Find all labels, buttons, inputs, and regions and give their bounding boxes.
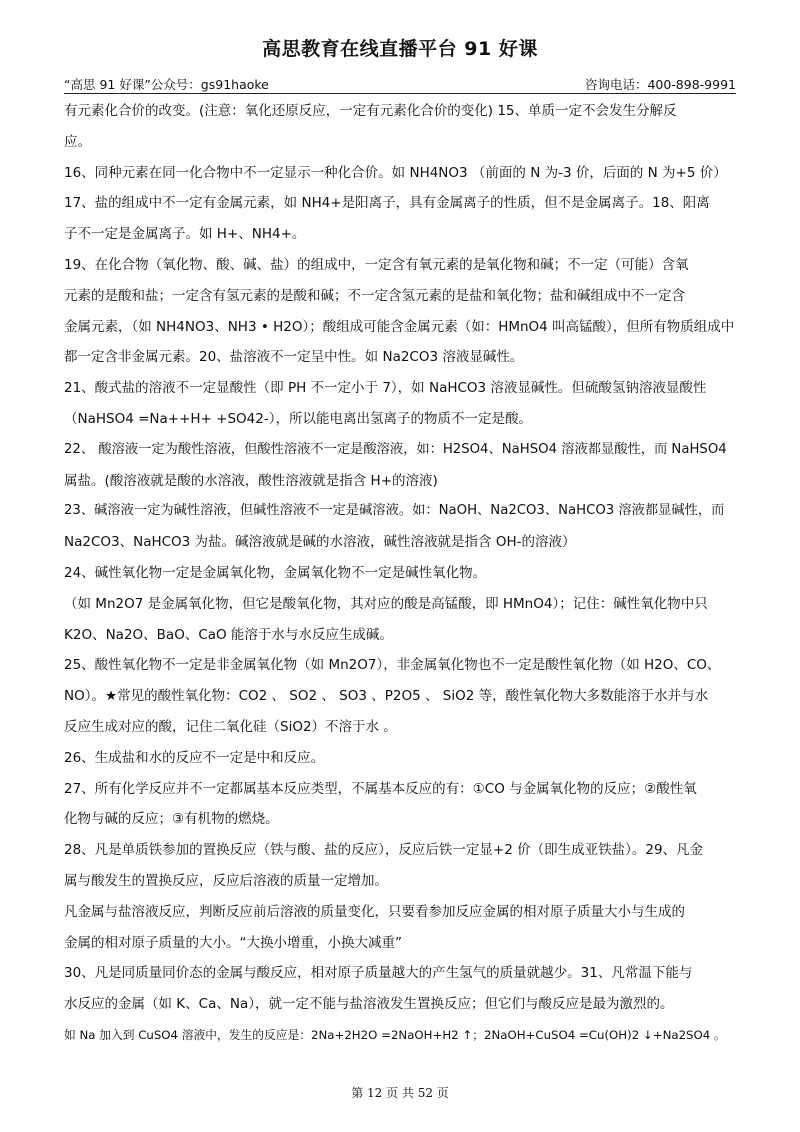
document-body — [64, 96, 736, 1051]
text-line: 反应生成对应的酸，记住二氧化硅（SiO2）不溶于水 。 — [64, 718, 397, 735]
page-number: 第 12 页 共 52 页 — [351, 1086, 449, 1100]
text-line: K2O、Na2O、BaO、CaO 能溶于水与水反应生成碱。 — [64, 626, 393, 643]
text-line: 子不一定是金属离子。如 H+、NH4+。 — [64, 226, 306, 243]
text-line: 26、生成盐和水的反应不一定是中和反应。 — [64, 749, 325, 766]
text-line: 28、凡是单质铁参加的置换反应（铁与酸、盐的反应），反应后铁一定显+2 价（即生成亚铁盐）。29、凡金 — [64, 842, 704, 859]
text-line: Na2CO3、NaHCO3 为盐。碱溶液就是碱的水溶液，碱性溶液就是指含 OH-的溶液） — [64, 534, 576, 551]
text-line: 金属元素，（如 NH4NO3、NH3 • H2O）；酸组成可能含金属元素（如：HMnO4 叫高锰酸），但所有物质组成中 — [64, 318, 735, 335]
wechat-account: “高思 91 好课”公众号：gs91haoke — [64, 77, 269, 92]
text-line: 21、酸式盐的溶液不一定显酸性（即 PH 不一定小于 7），如 NaHCO3 溶液显碱性。但硫酸氢钠溶液显酸性 — [64, 380, 707, 397]
text-line: 23、碱溶液一定为碱性溶液，但碱性溶液不一定是碱溶液。如：NaOH、Na2CO3、NaHCO3 溶液都显碱性，而 — [64, 503, 725, 519]
text-line: 有元素化合价的改变。(注意：氧化还原反应，一定有元素化合价的变化) 15、单质一定不会发生分解反 — [64, 103, 677, 119]
text-line: 化物与碱的反应；③有机物的燃烧。 — [64, 811, 279, 828]
text-line: 属与酸发生的置换反应，反应后溶液的质量一定增加。 — [64, 872, 388, 889]
text-line: 16、同种元素在同一化合物中不一定显示一种化合价。如 NH4NO3 （前面的 N 为-3 价，后面的 N 为+5 价） — [64, 164, 727, 181]
text-line: 金属的相对原子质量的大小。“大换小增重，小换大减重” — [64, 934, 402, 951]
contact-phone: 咨询电话：400-898-9991 — [584, 77, 736, 92]
text-line: 17、盐的组成中不一定有金属元素，如 NH4+是阳离子，具有金属离子的性质，但不是金属离子。18、阳离 — [64, 195, 710, 212]
text-line: 30、凡是同质量同价态的金属与酸反应，相对原子质量越大的产生氢气的质量就越少。31、凡常温下能与 — [64, 965, 693, 982]
header-info-bar — [64, 73, 736, 93]
text-line: 22、 酸溶液一定为酸性溶液，但酸性溶液不一定是酸溶液，如：H2SO4、NaHSO4 溶液都显酸性，而 NaHSO4 — [64, 441, 727, 457]
text-line: 凡金属与盐溶液反应，判断反应前后溶液的质量变化，只要看参加反应金属的相对原子质量大小与生成的 — [64, 903, 685, 920]
text-line: 24、碱性氧化物一定是金属氧化物，金属氧化物不一定是碱性氧化物。 — [64, 564, 487, 581]
text-line: 如 Na 加入到 CuSO4 溶液中，发生的反应是：2Na+2H2O =2NaOH+H2 ↑；2NaOH+CuSO4 =Cu(OH)2 ↓+Na2SO4 。 — [64, 1027, 726, 1042]
page-header-title: 高思教育在线直播平台 91 好课 — [262, 38, 538, 60]
text-line: NO）。★常见的酸性氧化物：CO2 、 SO2 、 SO3 、P2O5 、 SiO2 等，酸性氧化物大多数能溶于水并与水 — [64, 688, 709, 705]
text-line: （NaHSO4 =Na++H+ +SO42-），所以能电离出氢离子的物质不一定是酸。 — [64, 410, 532, 427]
text-line: 27、所有化学反应并不一定都属基本反应类型，不属基本反应的有：①CO 与金属氧化物的反应；②酸性氧 — [64, 780, 697, 797]
text-line: 水反应的金属（如 K、Ca、Na），就一定不能与盐溶液发生置换反应；但它们与酸反应是最为激烈的。 — [64, 996, 674, 1013]
text-line: 属盐。(酸溶液就是酸的水溶液，酸性溶液就是指含 H+的溶液) — [64, 472, 438, 489]
text-line: 应。 — [64, 133, 91, 150]
text-line: （如 Mn2O7 是金属氧化物，但它是酸氧化物，其对应的酸是高锰酸，即 HMnO4）；记住：碱性氧化物中只 — [64, 595, 708, 612]
header-divider — [64, 93, 736, 94]
text-line: 19、在化合物（氧化物、酸、碱、盐）的组成中，一定含有氧元素的是氧化物和碱；不一定（可能）含氧 — [64, 256, 689, 273]
text-line: 元素的是酸和盐；一定含有氢元素的是酸和碱；不一定含氢元素的是盐和氧化物；盐和碱组成中不一定含 — [64, 287, 685, 304]
text-line: 都一定含非金属元素。20、盐溶液不一定呈中性。如 Na2CO3 溶液显碱性。 — [64, 349, 524, 366]
text-line: 25、酸性氧化物不一定是非金属氧化物（如 Mn2O7），非金属氧化物也不一定是酸性氧化物（如 H2O、CO、 — [64, 657, 721, 674]
